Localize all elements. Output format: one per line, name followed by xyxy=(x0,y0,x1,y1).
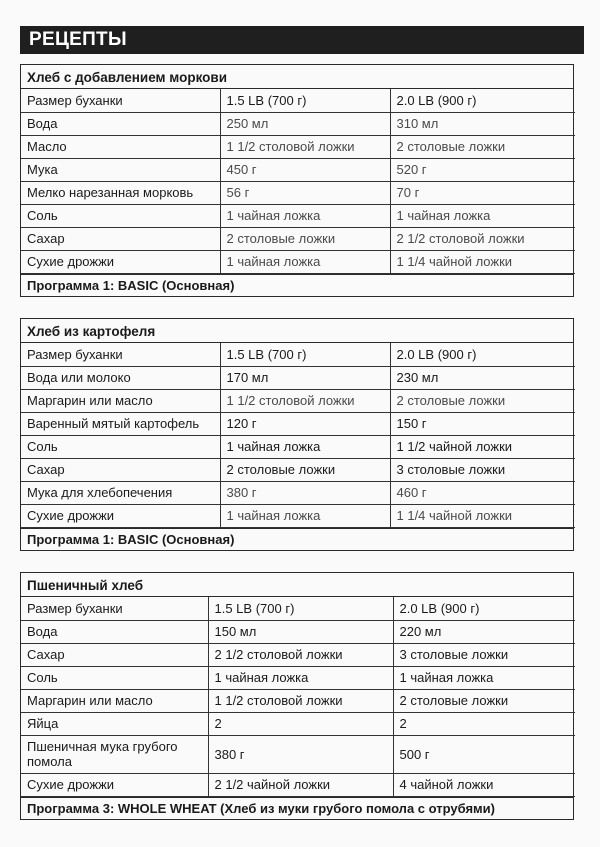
ingredient-name: Соль xyxy=(21,666,208,689)
amount-small-loaf: 1 1/2 столовой ложки xyxy=(208,689,393,712)
ingredients-table xyxy=(21,89,575,274)
table-row xyxy=(21,597,575,620)
section-header xyxy=(20,26,584,54)
amount-large-loaf: 2 xyxy=(393,712,575,735)
amount-small-loaf: 1 чайная ложка xyxy=(208,666,393,689)
amount-small-loaf: 150 мл xyxy=(208,620,393,643)
amount-small-loaf: 56 г xyxy=(220,181,390,204)
ingredient-name: Вода xyxy=(21,620,208,643)
table-row xyxy=(21,689,575,712)
table-row xyxy=(21,89,575,112)
amount-small-loaf: 170 мл xyxy=(220,366,390,389)
table-row xyxy=(21,481,575,504)
table-row xyxy=(21,773,575,796)
ingredient-name: Размер буханки xyxy=(21,343,220,366)
amount-small-loaf: 1.5 LB (700 г) xyxy=(208,597,393,620)
table-row xyxy=(21,227,575,250)
table-row xyxy=(21,389,575,412)
table-row xyxy=(21,712,575,735)
amount-large-loaf: 3 столовые ложки xyxy=(390,458,575,481)
amount-small-loaf: 2 1/2 столовой ложки xyxy=(208,643,393,666)
ingredient-name: Размер буханки xyxy=(21,597,208,620)
table-row xyxy=(21,181,575,204)
ingredient-name: Соль xyxy=(21,204,220,227)
ingredient-name: Размер буханки xyxy=(21,89,220,112)
ingredient-name: Сахар xyxy=(21,458,220,481)
ingredient-name: Сахар xyxy=(21,227,220,250)
amount-large-loaf: 520 г xyxy=(390,158,575,181)
ingredients-table xyxy=(21,597,575,797)
ingredient-name: Пшеничная мука грубого помола xyxy=(21,735,208,773)
table-row xyxy=(21,366,575,389)
amount-large-loaf: 2.0 LB (900 г) xyxy=(393,597,575,620)
table-row xyxy=(21,250,575,273)
recipe-potato-bread xyxy=(20,318,574,551)
amount-large-loaf: 2 столовые ложки xyxy=(393,689,575,712)
recipe-carrot-bread xyxy=(20,64,574,297)
amount-large-loaf: 460 г xyxy=(390,481,575,504)
ingredient-name: Мелко нарезанная морковь xyxy=(21,181,220,204)
table-row xyxy=(21,412,575,435)
ingredient-name: Варенный мятый картофель xyxy=(21,412,220,435)
amount-small-loaf: 2 1/2 чайной ложки xyxy=(208,773,393,796)
ingredient-name: Соль xyxy=(21,435,220,458)
amount-large-loaf: 1 1/4 чайной ложки xyxy=(390,250,575,273)
ingredient-name: Вода xyxy=(21,112,220,135)
ingredient-name: Мука для хлебопечения xyxy=(21,481,220,504)
amount-large-loaf: 220 мл xyxy=(393,620,575,643)
ingredient-name: Яйца xyxy=(21,712,208,735)
amount-small-loaf: 1 1/2 столовой ложки xyxy=(220,389,390,412)
table-row xyxy=(21,666,575,689)
recipe-title: Хлеб с добавлением моркови xyxy=(21,65,573,89)
ingredient-name: Масло xyxy=(21,135,220,158)
table-row xyxy=(21,343,575,366)
amount-small-loaf: 2 xyxy=(208,712,393,735)
amount-large-loaf: 2.0 LB (900 г) xyxy=(390,343,575,366)
table-row xyxy=(21,435,575,458)
amount-large-loaf: 1 1/2 чайной ложки xyxy=(390,435,575,458)
amount-small-loaf: 450 г xyxy=(220,158,390,181)
amount-small-loaf: 1.5 LB (700 г) xyxy=(220,89,390,112)
table-row xyxy=(21,158,575,181)
amount-small-loaf: 1 чайная ложка xyxy=(220,504,390,527)
amount-small-loaf: 250 мл xyxy=(220,112,390,135)
amount-small-loaf: 1.5 LB (700 г) xyxy=(220,343,390,366)
amount-large-loaf: 1 1/4 чайной ложки xyxy=(390,504,575,527)
amount-large-loaf: 4 чайной ложки xyxy=(393,773,575,796)
table-row xyxy=(21,112,575,135)
amount-small-loaf: 380 г xyxy=(208,735,393,773)
program-label: Программа 3: WHOLE WHEAT (Хлеб из муки грубого помола с отрубями) xyxy=(21,797,573,819)
amount-large-loaf: 310 мл xyxy=(390,112,575,135)
amount-large-loaf: 2.0 LB (900 г) xyxy=(390,89,575,112)
amount-small-loaf: 1 чайная ложка xyxy=(220,250,390,273)
amount-small-loaf: 1 1/2 столовой ложки xyxy=(220,135,390,158)
amount-small-loaf: 380 г xyxy=(220,481,390,504)
ingredient-name: Сухие дрожжи xyxy=(21,250,220,273)
ingredients-table xyxy=(21,343,575,528)
table-row xyxy=(21,504,575,527)
amount-large-loaf: 230 мл xyxy=(390,366,575,389)
amount-large-loaf: 2 1/2 столовой ложки xyxy=(390,227,575,250)
ingredient-name: Вода или молоко xyxy=(21,366,220,389)
table-row xyxy=(21,204,575,227)
table-row xyxy=(21,620,575,643)
ingredient-name: Сахар xyxy=(21,643,208,666)
amount-small-loaf: 1 чайная ложка xyxy=(220,204,390,227)
program-label: Программа 1: BASIC (Основная) xyxy=(21,528,573,550)
recipe-title: Хлеб из картофеля xyxy=(21,319,573,343)
ingredient-name: Сухие дрожжи xyxy=(21,504,220,527)
amount-small-loaf: 1 чайная ложка xyxy=(220,435,390,458)
table-row xyxy=(21,735,575,773)
ingredient-name: Мука xyxy=(21,158,220,181)
ingredient-name: Маргарин или масло xyxy=(21,389,220,412)
table-row xyxy=(21,643,575,666)
amount-large-loaf: 150 г xyxy=(390,412,575,435)
recipe-title: Пшеничный хлеб xyxy=(21,573,573,597)
ingredient-name: Маргарин или масло xyxy=(21,689,208,712)
amount-large-loaf: 1 чайная ложка xyxy=(390,204,575,227)
table-row xyxy=(21,135,575,158)
amount-large-loaf: 2 столовые ложки xyxy=(390,389,575,412)
amount-large-loaf: 500 г xyxy=(393,735,575,773)
section-title: РЕЦЕПТЫ xyxy=(29,29,127,50)
amount-large-loaf: 2 столовые ложки xyxy=(390,135,575,158)
table-row xyxy=(21,458,575,481)
amount-large-loaf: 3 столовые ложки xyxy=(393,643,575,666)
ingredient-name: Сухие дрожжи xyxy=(21,773,208,796)
amount-small-loaf: 120 г xyxy=(220,412,390,435)
program-label: Программа 1: BASIC (Основная) xyxy=(21,274,573,296)
amount-large-loaf: 1 чайная ложка xyxy=(393,666,575,689)
amount-small-loaf: 2 столовые ложки xyxy=(220,227,390,250)
recipe-wheat-bread xyxy=(20,572,574,820)
amount-small-loaf: 2 столовые ложки xyxy=(220,458,390,481)
amount-large-loaf: 70 г xyxy=(390,181,575,204)
